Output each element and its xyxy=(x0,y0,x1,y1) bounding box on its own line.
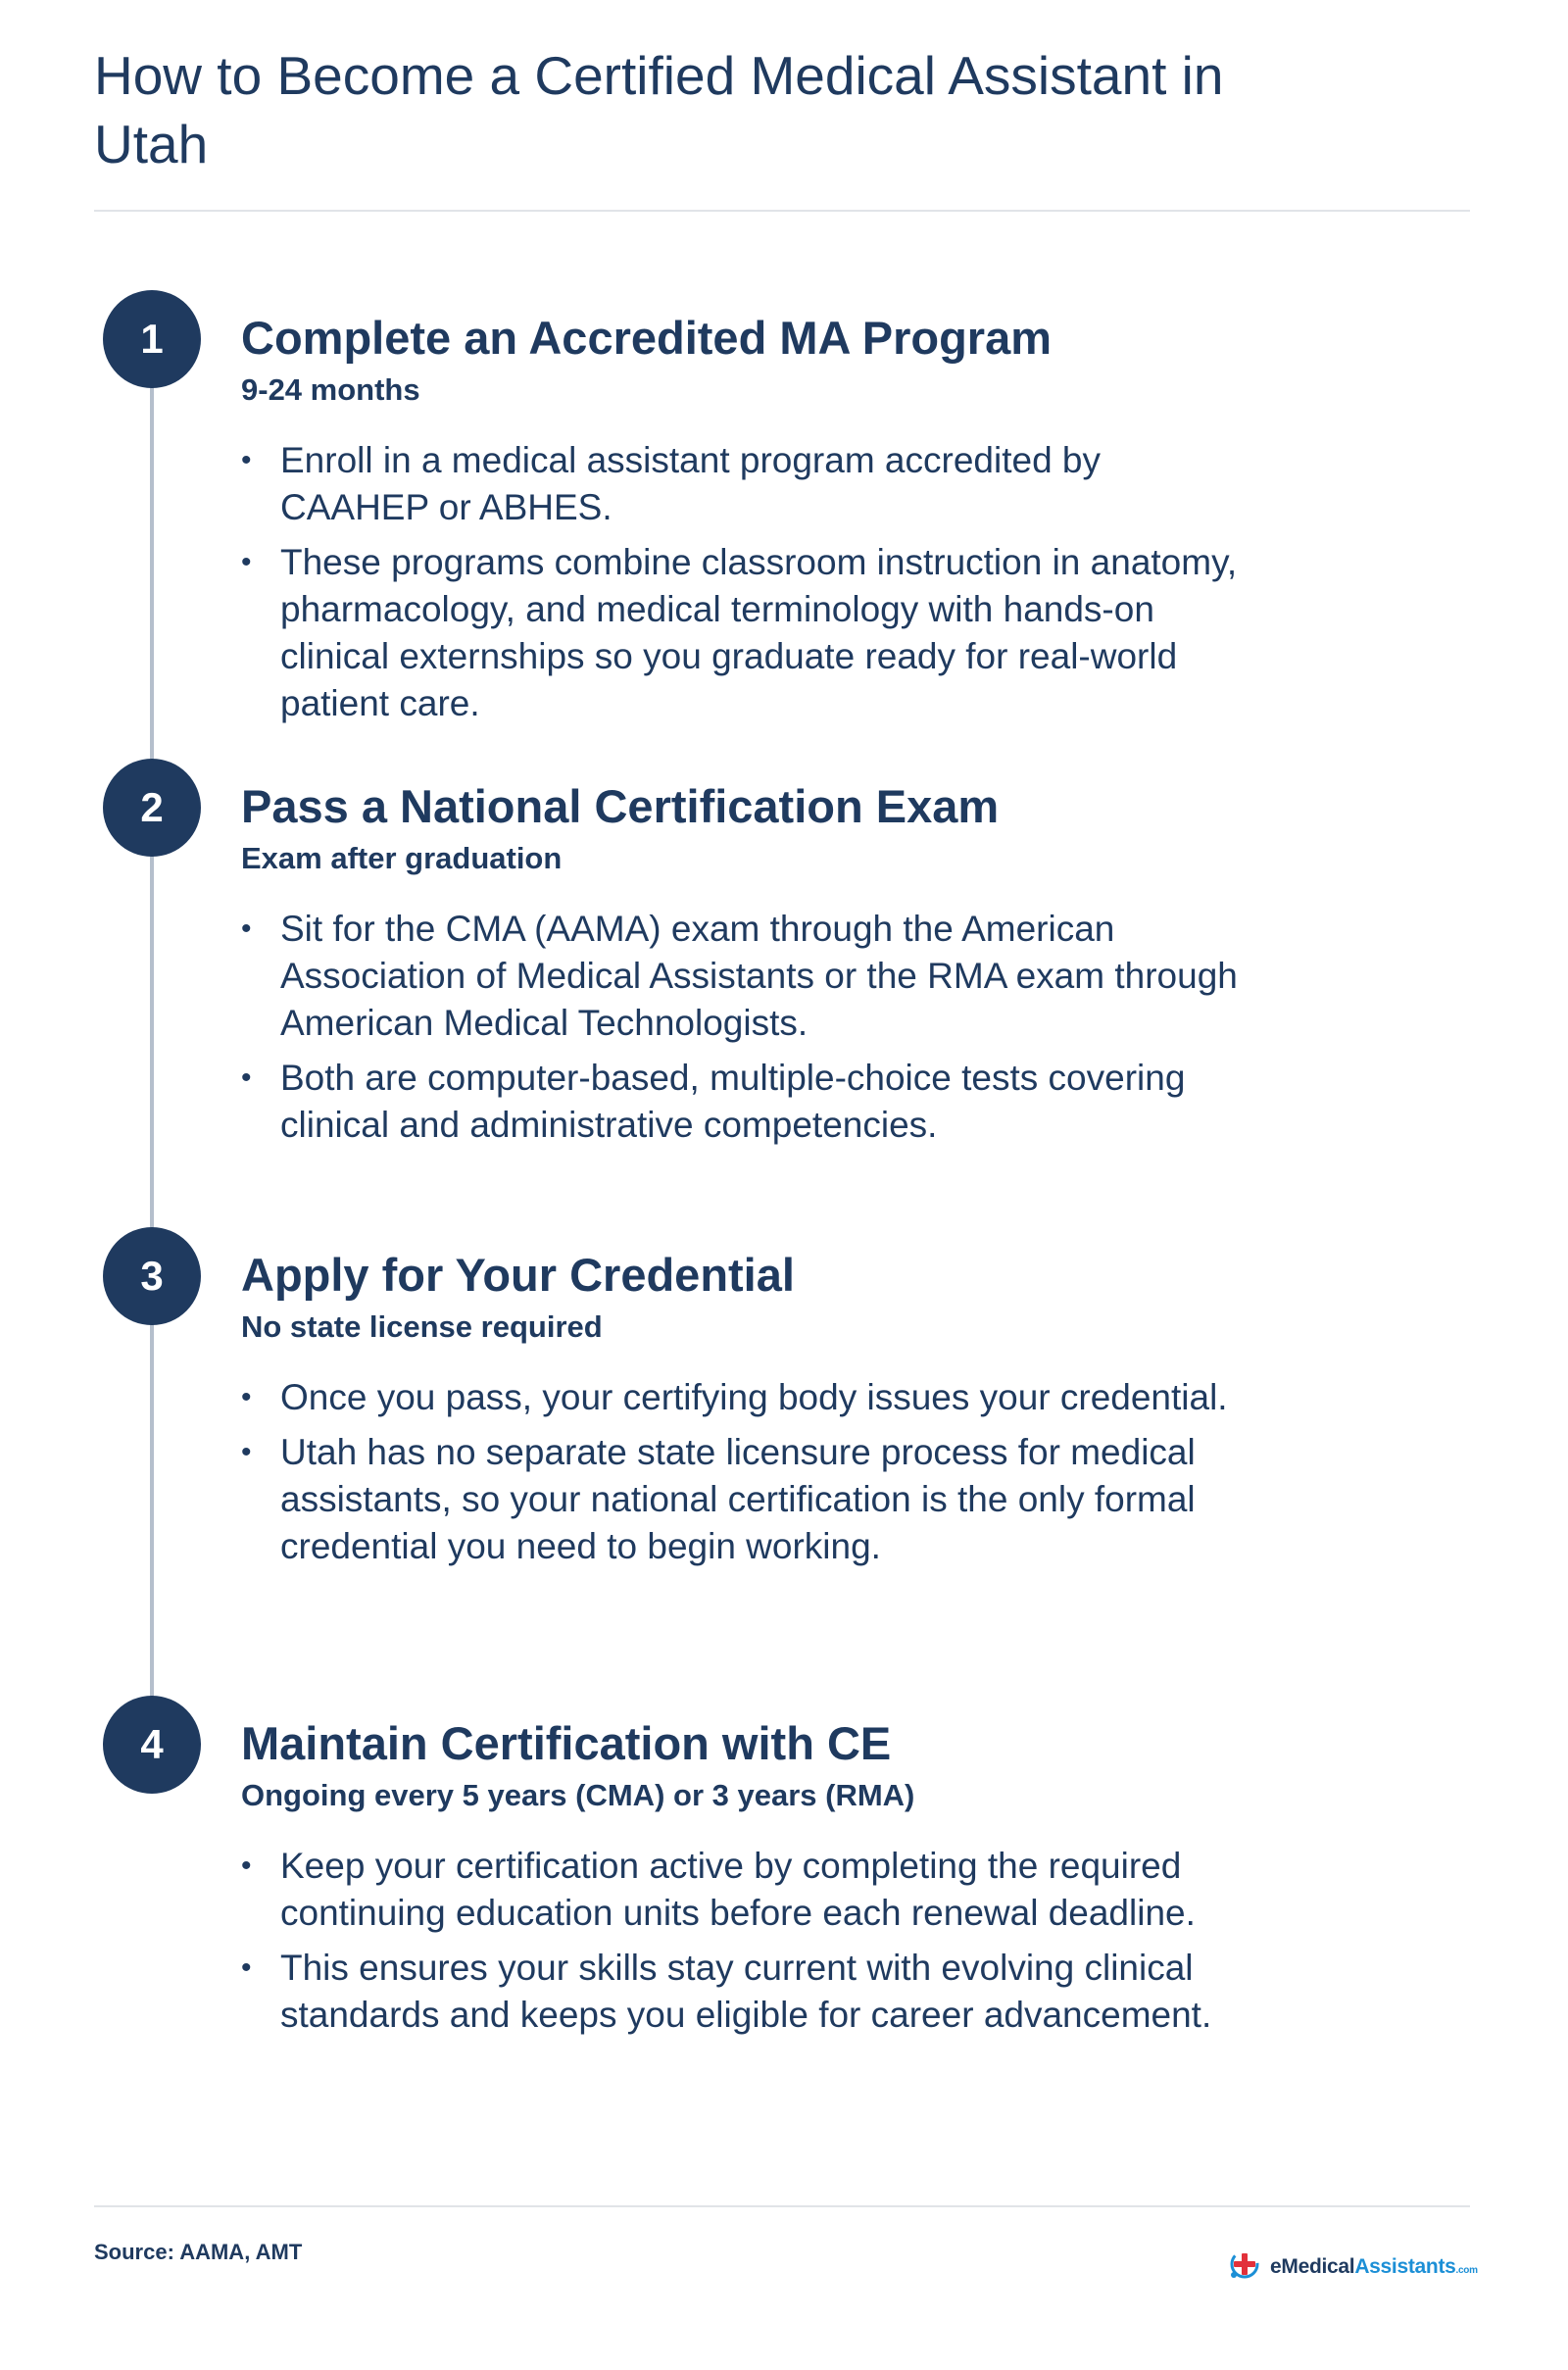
list-item: • Keep your certification active by completing the required continuing education units before each renewal deadline. xyxy=(241,1843,1241,1937)
list-item: • Sit for the CMA (AAMA) exam through the American Association of Medical Assistants or the RMA exam through American Medical Technologists. xyxy=(241,906,1241,1047)
step-title: Pass a National Certification Exam xyxy=(241,780,1000,832)
list-item: • These programs combine classroom instruction in anatomy, pharmacology, and medical terminology with hands-on clinical externships so you graduate ready for real-world patient care. xyxy=(241,539,1241,727)
timeline-line xyxy=(150,294,154,1745)
header-divider xyxy=(94,210,1470,212)
step-title: Apply for Your Credential xyxy=(241,1249,795,1301)
logo-wordmark xyxy=(1270,2255,1478,2279)
footer-divider xyxy=(94,2205,1470,2207)
step-duration: Ongoing every 5 years (CMA) or 3 years (RMA) xyxy=(241,1778,915,1812)
medical-cross-icon xyxy=(1225,2245,1264,2289)
page-title: How to Become a Certified Medical Assistant in Utah xyxy=(94,45,1224,174)
step-title: Maintain Certification with CE xyxy=(241,1717,892,1769)
step-duration: Exam after graduation xyxy=(241,841,563,875)
step-bullet-list xyxy=(241,1843,1241,2039)
step-content xyxy=(241,1715,1241,2047)
list-item: • Utah has no separate state licensure process for medical assistants, so your national certification is the only formal credential you need to begin working. xyxy=(241,1429,1241,1570)
step-content xyxy=(241,1247,1241,1578)
step-title: Complete an Accredited MA Program xyxy=(241,312,1053,364)
step-number-badge: 3 xyxy=(103,1227,201,1325)
step-number-badge: 2 xyxy=(103,759,201,857)
step-bullet-list xyxy=(241,906,1241,1149)
step-content xyxy=(241,310,1241,735)
step-number-badge: 4 xyxy=(103,1696,201,1794)
step-duration: 9-24 months xyxy=(241,372,420,407)
list-item: • Both are computer-based, multiple-choice tests covering clinical and administrative competencies. xyxy=(241,1055,1241,1149)
brand-logo xyxy=(1225,2245,1478,2289)
step-duration: No state license required xyxy=(241,1309,603,1344)
logo-wordmark-part1: eMedical xyxy=(1270,2254,1355,2278)
list-item: • Enroll in a medical assistant program accredited by CAAHEP or ABHES. xyxy=(241,437,1241,531)
source-note: Source: AAMA, AMT xyxy=(94,2240,303,2264)
step-bullet-list xyxy=(241,1374,1241,1570)
step-content xyxy=(241,778,1241,1157)
step-bullet-list xyxy=(241,437,1241,727)
list-item: • Once you pass, your certifying body issues your credential. xyxy=(241,1374,1241,1421)
logo-wordmark-part2: Assistants xyxy=(1354,2254,1456,2278)
step-number-badge: 1 xyxy=(103,290,201,388)
list-item: • This ensures your skills stay current with evolving clinical standards and keeps you eligible for career advancement. xyxy=(241,1945,1241,2039)
logo-wordmark-suffix: .com xyxy=(1455,2264,1478,2276)
